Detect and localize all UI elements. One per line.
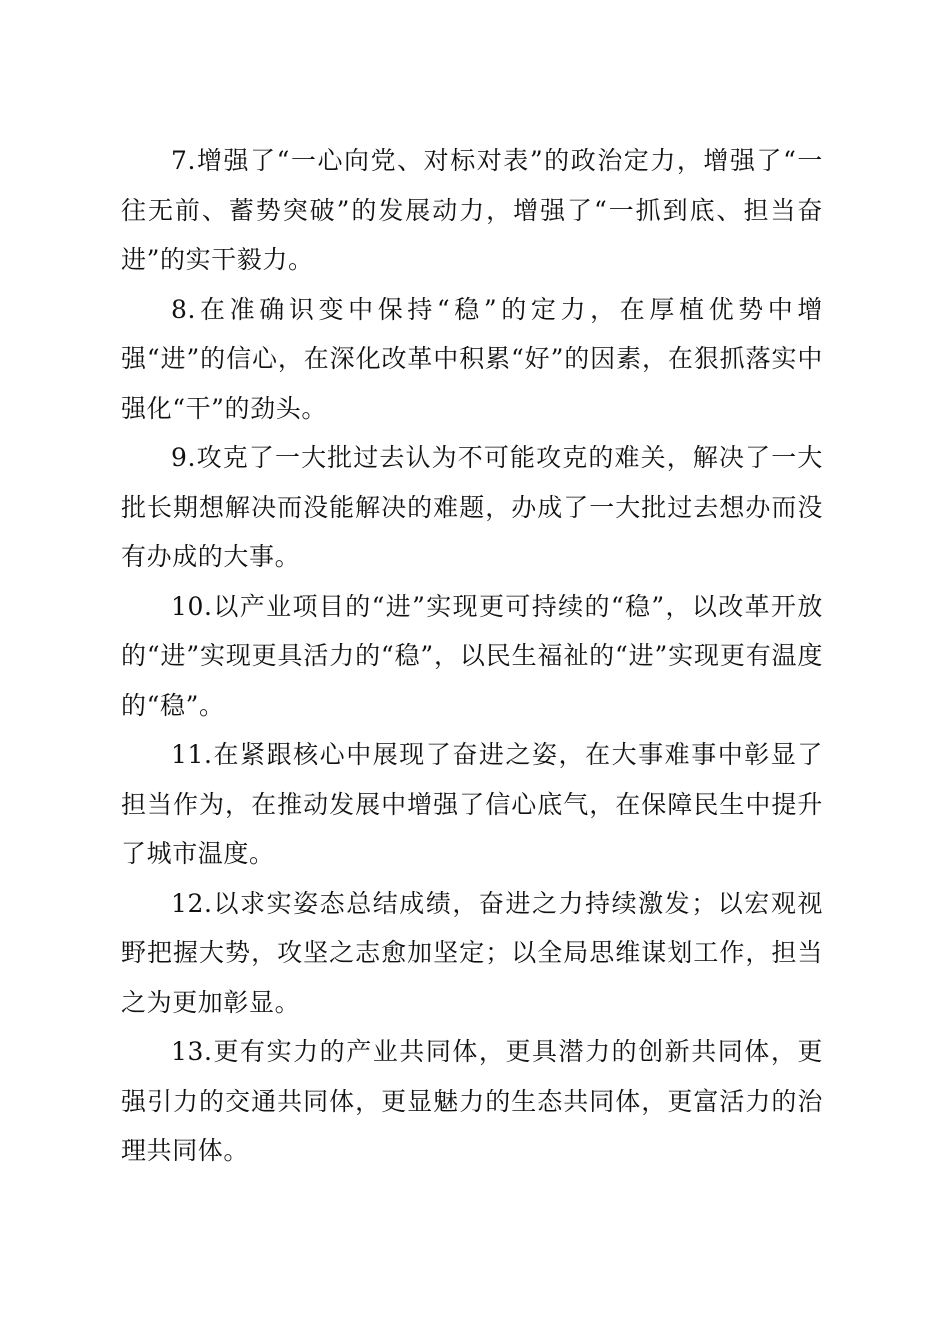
document-body	[121, 136, 823, 1176]
paragraph-7: 7.增强了“一心向党、对标对表”的政治定力，增强了“一往无前、蓄势突破”的发展动力，增强了“一抓到底、担当奋进”的实干毅力。	[121, 146, 823, 274]
paragraph-13: 13.更有实力的产业共同体，更具潜力的创新共同体，更强引力的交通共同体，更显魅力的生态共同体，更富活力的治理共同体。	[121, 1037, 823, 1165]
paragraph-9: 9.攻克了一大批过去认为不可能攻克的难关，解决了一大批长期想解决而没能解决的难题，办成了一大批过去想办而没有办成的大事。	[121, 443, 823, 571]
paragraph-12: 12.以求实姿态总结成绩，奋进之力持续激发；以宏观视野把握大势，攻坚之志愈加坚定；以全局思维谋划工作，担当之为更加彰显。	[121, 888, 823, 1017]
paragraph-10: 10.以产业项目的“进”实现更可持续的“稳”，以改革开放的“进”实现更具活力的“稳”，以民生福祉的“进”实现更有温度的“稳”。	[121, 591, 823, 720]
paragraph-8: 8.在准确识变中保持“稳”的定力，在厚植优势中增强“进”的信心，在深化改革中积累“好”的因素，在狠抓落实中强化“干”的劲头。	[121, 294, 823, 423]
paragraph-11: 11.在紧跟核心中展现了奋进之姿，在大事难事中彰显了担当作为，在推动发展中增强了信心底气，在保障民生中提升了城市温度。	[121, 740, 823, 868]
